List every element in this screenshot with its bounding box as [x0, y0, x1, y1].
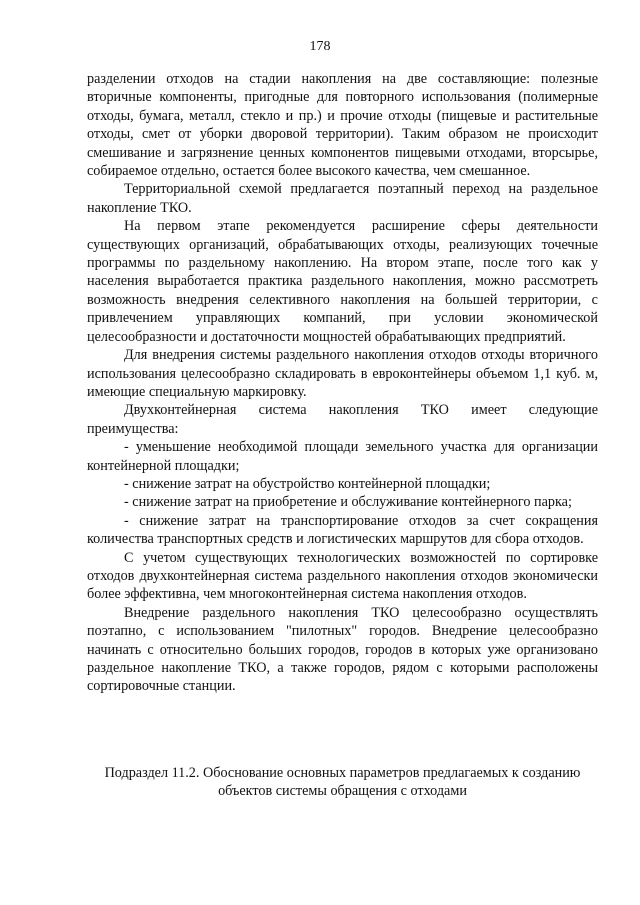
list-item: - снижение затрат на приобретение и обслуживание контейнерного парка; [124, 494, 572, 511]
subsection-title-line: Подраздел 11.2. Обоснование основных параметров предлагаемых к созданию [104, 765, 581, 781]
paragraph: разделении отходов на стадии накопления на две составляющие: полезные вторичные компоненты, пригодные для повторного использования (полимерные отходы, бумага, металл, стекло и пр.) и прочие отходы (пищевые и растительные отходы, смет от уборки дворовой территории). Таким образом не происходит смешивание и загрязнение ценных компонентов пищевыми отходами, вторсырье, собираемое отдельно, остается более высокого качества, чем смешанное. [87, 71, 598, 180]
paragraph: Территориальной схемой предлагается поэтапный переход на раздельное накопление ТКО. [87, 181, 598, 216]
page-number: 178 [309, 39, 331, 54]
body-text [87, 70, 598, 696]
list-item: - снижение затрат на транспортирование отходов за счет сокращения количества транспортных средств и логистических маршрутов для сбора отходов. [87, 512, 598, 548]
list-item: - снижение затрат на обустройство контейнерной площадки; [124, 475, 491, 492]
paragraph: С учетом существующих технологических возможностей по сортировке отходов двухконтейнерная система раздельного накопления отходов экономически более эффективна, чем многоконтейнерная система накопления отходов. [87, 549, 598, 603]
list-item: - уменьшение необходимой площади земельного участка для организации контейнерной площадки; [87, 439, 598, 474]
paragraph: Двухконтейнерная система накопления ТКО имеет следующие преимущества: [87, 402, 598, 437]
subsection-title-line: объектов системы обращения с отходами [218, 783, 467, 800]
subsection-heading [87, 764, 598, 801]
paragraph: Для внедрения системы раздельного накопления отходов отходы вторичного использования целесообразно складировать в евроконтейнеры объемом 1,1 куб. м, имеющие специальную маркировку. [87, 347, 598, 400]
paragraph: Внедрение раздельного накопления ТКО целесообразно осуществлять поэтапно, с использованием "пилотных" городов. Внедрение целесообразно начинать с относительно больших городов, городов в которых уже организовано раздельное накопление ТКО, а также городов, рядом с которыми расположены сортировочные станции. [87, 604, 598, 695]
paragraph: На первом этапе рекомендуется расширение сферы деятельности существующих организаций, обрабатывающих отходы, реализующих точечные программы по раздельному накоплению. На втором этапе, после того как у населения выработается практика раздельного накопления, можно рассмотреть возможность внедрения селективного накопления на большей территории, с привлечением управляющих компаний, при условии экономической целесообразности и достаточности мощностей обрабатывающих предприятий. [87, 218, 598, 345]
